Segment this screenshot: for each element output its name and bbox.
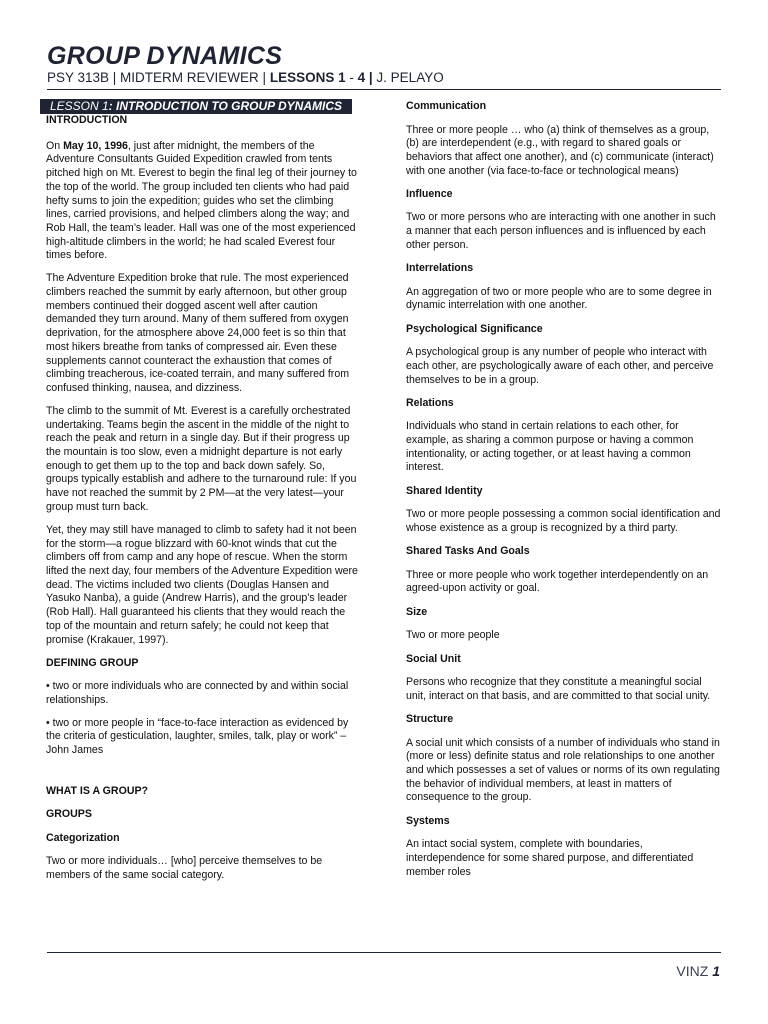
document-title: GROUP DYNAMICS [47, 42, 283, 70]
intro-paragraph-3: The climb to the summit of Mt. Everest is a carefully orchestrated undertaking. Teams begin the ascent in the middle of the night to reach the peak and return in a single day. But if their progress up the mountain is too slow, even a midnight departure is not early enough to get them up to the top and back down safely. So, groups typically establish and adhere to the turnaround rule: If you have not reached the summit by 2 PM—at the very latest—your group must turn back. [46, 404, 357, 513]
def-text: A social unit which consists of a number of individuals who stand in (more or less) definite status and role relationships to one another and which possesses a set of values or norms of its own regulating the behavior of individual members, at least in matters of consequence to the group. [406, 736, 720, 804]
def-heading: Structure [406, 713, 454, 726]
def-heading: Size [406, 605, 428, 618]
definition-bullet-2: • two or more people in “face-to-face interaction as evidenced by the criteria of gesticulation, laughter, smiles, talk, play or work” – John James [46, 717, 359, 758]
lesson-title: : INTRODUCTION TO GROUP DYNAMICS [108, 99, 343, 113]
subtitle-lessons: LESSONS 1 [269, 70, 346, 85]
header-divider [47, 89, 721, 90]
document-subtitle [47, 70, 444, 85]
def-text: Three or more people … who (a) think of themselves as a group, (b) are interdependent (e.g., with regard to shared goals or behaviors that affect one another), and (c) communicate (interact) with one another (via face-to-face or technological means) [406, 123, 714, 177]
def-text: Three or more people who work together interdependently on an agreed-upon activity or goal. [406, 568, 709, 595]
lesson-banner [40, 99, 352, 114]
subtitle-author: J. PELAYO [372, 70, 444, 85]
def-heading: Systems [406, 814, 450, 827]
groups-heading: GROUPS [46, 808, 92, 821]
introduction-heading: INTRODUCTION [46, 114, 128, 126]
def-heading: Interrelations [406, 262, 474, 275]
def-text: A psychological group is any number of people who interact with each other, are psychologically aware of each other, and perceive themselves to be in a group. [406, 346, 714, 386]
page-number: 1 [712, 963, 720, 979]
footer-divider [47, 952, 721, 953]
subtitle-course: PSY 313B | MIDTERM REVIEWER | [47, 70, 267, 85]
def-heading: Social Unit [406, 652, 461, 665]
def-text: Persons who recognize that they constitute a meaningful social unit, interact on that basis, and are committed to that social unity. [406, 676, 711, 702]
intro-paragraph-2: The Adventure Expedition broke that rule. The most experienced climbers reached the summit by early afternoon, but other group members continued their dogged ascent well after caution demanded they turn around. Many of them suffered from oxygen deprivation, for the atmosphere above 24,000 feet is so thin that most hikers breathe from tanks of compressed air. Even these supplements cannot counteract the exhaustion that comes of climbing treacherous, ice-coated terrain, and many suffered from confused thinking, nausea, and dizziness. [46, 272, 350, 394]
def-text: An intact social system, complete with boundaries, interdependence for some shared purpose, and differentiated member roles [406, 838, 694, 878]
def-text: An aggregation of two or more people who are to some degree in dynamic interrelation with one another. [406, 285, 712, 312]
intro-paragraph-1 [46, 140, 359, 263]
categorization-text: Two or more individuals… [who] perceive themselves to be members of the same social category. [46, 854, 323, 881]
def-heading: Communication [406, 100, 487, 112]
def-heading: Psychological Significance [406, 322, 543, 335]
lesson-number: LESSON 1 [49, 99, 109, 113]
page-footer [676, 963, 720, 979]
footer-label: VINZ [676, 963, 709, 979]
what-is-group-heading: WHAT IS A GROUP? [46, 784, 149, 797]
left-column [46, 99, 359, 892]
section-spacer [46, 767, 359, 785]
intro-p1-rest: , just after midnight, the members of the Adventure Consultants Guided Expedition crawled from tents pitched high on Mt. Everest to begin the final leg of their journey to the top of the world. The group included ten clients who had paid hefty sums to join the expedition; guides who set the climbing lines, carried provisions, and helped climbers along the way; and Rob Hall, the team’s leader. Hall was one of the most experienced high-altitude climbers in the world; he had scaled Everest four times before. [46, 139, 357, 262]
def-text: Two or more persons who are interacting with one another in such a manner that each person influences and is influenced by each other person. [406, 211, 716, 251]
defining-group-heading: DEFINING GROUP [46, 656, 139, 669]
def-text: Two or more people [406, 629, 500, 642]
categorization-heading: Categorization [46, 831, 120, 844]
intro-p1-date: May 10, 1996 [63, 139, 128, 152]
def-heading: Shared Identity [406, 484, 483, 497]
def-heading: Relations [406, 396, 454, 409]
intro-p1-start: On [46, 139, 64, 152]
def-text: Individuals who stand in certain relations to each other, for example, as sharing a common purpose or having a common intentionality, or acting together, or at least having a common interest. [406, 420, 694, 474]
def-text: Two or more people possessing a common social identification and whose existence as a group is recognized by a third party. [406, 508, 721, 534]
def-heading: Shared Tasks And Goals [406, 545, 530, 558]
def-heading: Influence [406, 187, 453, 200]
intro-paragraph-4: Yet, they may still have managed to climb to safety had it not been for the storm—a rogue blizzard with 60-knot winds that cut the climbers off from camp and any hope of rescue. When the storm lifted the next day, four members of the Adventure Expedition were dead. The victims included two clients (Douglas Hansen and Yasuko Nanba), a guide (Andrew Harris), and the group’s leader (Rob Hall). Hall guaranteed his clients that they would reach the top of the mountain and return safely; he could not keep that promise (Krakauer, 1997). [46, 523, 358, 646]
subtitle-lessons-end: 4 | [357, 70, 373, 85]
right-column [406, 100, 724, 889]
definition-bullet-1: • two or more individuals who are connected by and within social relationships. [46, 680, 359, 707]
subtitle-dash: - [345, 70, 358, 85]
